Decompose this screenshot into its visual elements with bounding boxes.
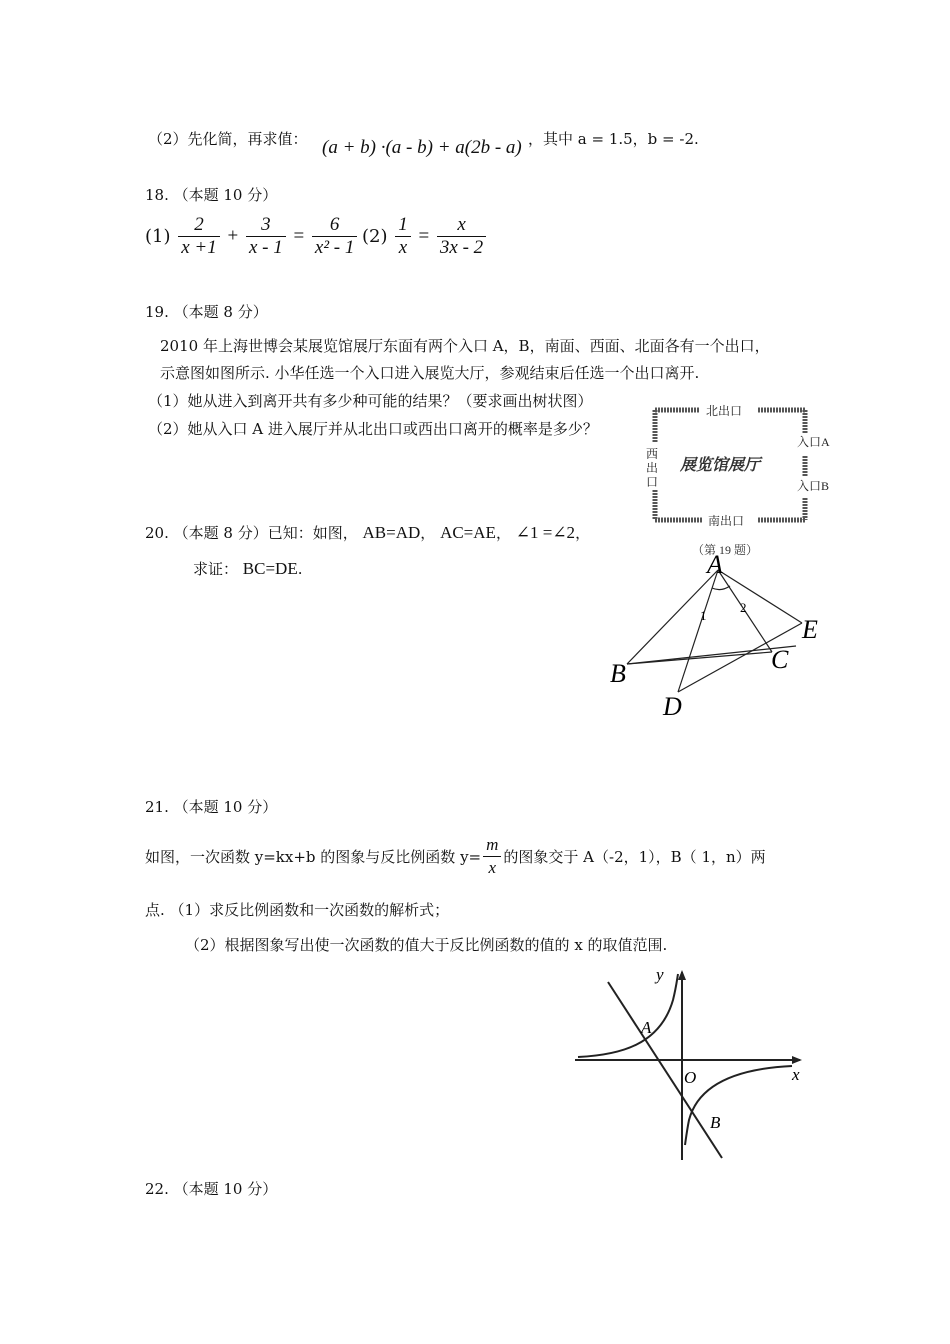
q21-function-graph (570, 960, 820, 1165)
origin-label: O (684, 1068, 697, 1087)
q20-sep1: ， (420, 524, 436, 542)
q20-sep3: ， (575, 524, 591, 542)
hall-south-exit: 南出口 (708, 514, 745, 528)
y-axis-label: y (656, 965, 664, 984)
q18-eq2-frac2: $\frac{x}{3x - 2}$ (437, 214, 486, 259)
q17-part2-label: （2）先化简，再求值： (148, 130, 308, 148)
hall-west-exit-1: 西 (646, 447, 659, 461)
q18-eq1-plus: + (227, 225, 239, 247)
q17-condition: ，其中 a = 1.5，b = -2. (528, 130, 699, 148)
q20-prove (193, 558, 303, 579)
q19-question2: （2）她从入口 A 进入展厅并从北出口或西出口离开的概率是多少？ (148, 420, 598, 438)
q20-prove-label: 求证： (193, 560, 239, 578)
q20-given-angles: ∠1 =∠2 (515, 523, 576, 542)
point-a-label: A (641, 1018, 652, 1037)
q20-triangle-figure (600, 550, 840, 725)
q18-eq1 (145, 214, 359, 259)
q20-prove-statement: BC=DE (242, 559, 298, 578)
q18-eq2-frac1: $\frac{1}{x}$ (395, 214, 411, 259)
hall-north-exit: 北出口 (706, 404, 743, 418)
hall-name: 展览馆展厅 (680, 457, 761, 474)
angle-1-label: 1 (700, 608, 707, 623)
q20-header-text: 20. （本题 8 分）已知：如图， (145, 524, 358, 542)
q18-eq1-frac1: $\frac{2}{x +1}$ (178, 214, 220, 259)
q18-eq1-label: (1) (145, 226, 171, 247)
q18-header: 18. （本题 10 分） (145, 186, 278, 204)
q18-eq1-frac2: $\frac{3}{x - 1}$ (246, 214, 286, 259)
vertex-d: D (663, 692, 682, 721)
vertex-a: A (707, 550, 723, 579)
hall-entry-a: 入口A (797, 435, 830, 449)
q20-header (145, 522, 590, 543)
hall-west-exit-2: 出 (646, 461, 659, 475)
q21-line3: （2）根据图象写出使一次函数的值大于反比例函数的值的 x 的取值范围. (185, 936, 668, 954)
q19-question1: （1）她从进入到离开共有多少种可能的结果？（要求画出树状图） (148, 392, 593, 410)
point-b-label: B (710, 1113, 721, 1132)
q18-eq1-frac3: $\frac{6}{\text{x² - 1}}$ (312, 214, 357, 259)
q20-given-ab-ad: AB=AD (362, 523, 421, 542)
vertex-b: B (610, 659, 626, 688)
q21-line2: 点. （1）求反比例函数和一次函数的解析式； (145, 901, 450, 919)
vertex-c: C (771, 645, 789, 674)
q18-eq1-equals: = (293, 225, 305, 247)
q21-line1-a: 如图，一次函数 y=kx+b 的图象与反比例函数 y= (145, 848, 482, 866)
q19-figure-caption: （第 19 题） (692, 543, 759, 557)
q19-hall-diagram (640, 398, 840, 558)
q18-eq2-label: (2) (362, 226, 388, 247)
x-axis-label: x (792, 1065, 800, 1084)
q20-prove-end: . (297, 560, 303, 578)
vertex-e: E (802, 615, 818, 644)
q21-line1-b: 的图象交于 A（-2，1），B（ 1，n）两 (503, 848, 766, 866)
hall-entry-b: 入口B (797, 479, 830, 493)
q19-line2: 示意图如图所示. 小华任选一个入口进入展览大厅，参观结束后任选一个出口离开. (160, 364, 700, 382)
q19-line1: 2010 年上海世博会某展览馆展厅东面有两个入口 A，B，南面、西面、北面各有一个出口， (160, 337, 770, 355)
q20-given-ac-ae: AC=AE (440, 523, 496, 542)
hall-west-exit-3: 口 (646, 475, 659, 489)
q17-expression: (a + b) ·(a - b) + a(2b - a) (322, 137, 522, 158)
q19-header: 19. （本题 8 分） (145, 303, 268, 321)
q20-sep2: ， (495, 524, 511, 542)
angle-2-label: 2 (740, 600, 747, 615)
q21-line1 (145, 834, 766, 879)
q21-fraction-m-over-x: $\frac{m}{x}$ (483, 834, 501, 879)
q18-eq2 (362, 214, 488, 259)
q18-eq2-equals: = (418, 225, 430, 247)
q21-header: 21. （本题 10 分） (145, 798, 278, 816)
q22-header: 22. （本题 10 分） (145, 1180, 278, 1198)
